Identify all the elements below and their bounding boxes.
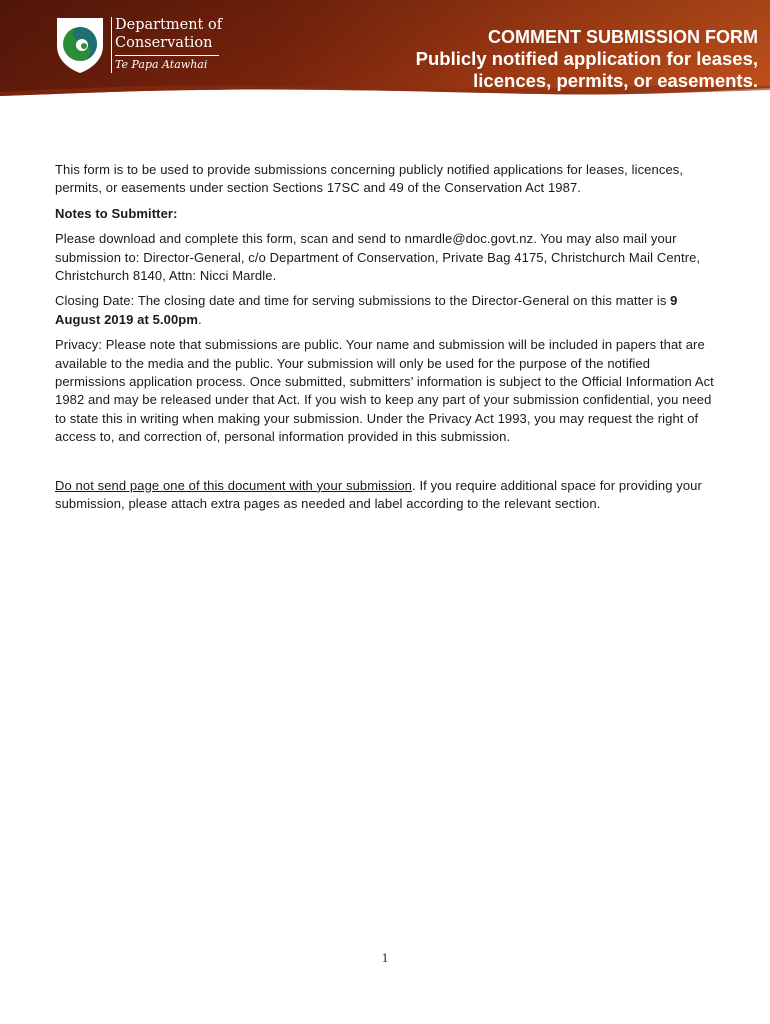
- closing-date-text: Closing Date: The closing date and time for serving submissions to the Director-General on this matter is: [55, 293, 671, 309]
- page-number: 1: [381, 950, 389, 965]
- closing-date-value: 9 August 2019 at 5.00pm: [55, 293, 678, 327]
- form-instructions: [55, 161, 720, 521]
- form-subtitle-line1: Publicly notified application for leases,: [415, 48, 758, 69]
- logo-line-conservation: Conservation: [115, 35, 213, 51]
- do-not-send-notice: Do not send page one of this document with your submission: [55, 477, 413, 493]
- privacy-paragraph: Privacy: Please note that submissions are public. Your name and submission will be included in papers that are available to the media and the public. Your submission will only be used for the purpose of the notified permissions application process. Once submitted, submitters’ information is subject to the Official Information Act 1982 and may be released under that Act. If you wish to keep any part of your submission confidential, you need to state this in writing when making your submission. Under the Privacy Act 1993, you may request the right of access to, and correction of, personal information provided in this submission.: [55, 337, 714, 445]
- form-title-main: COMMENT SUBMISSION FORM: [488, 27, 758, 47]
- logo-wordmark: [111, 17, 223, 73]
- header-banner: [0, 0, 770, 100]
- submission-note-paragraph: [55, 477, 720, 514]
- additional-space-text: . If you require additional space for providing your submission, please attach extra pages as needed and label according to the relevant section.: [55, 477, 702, 512]
- form-subtitle-line2: licences, permits, or easements.: [473, 70, 758, 91]
- notes-heading: Notes to Submitter:: [55, 205, 178, 221]
- closing-date-end: .: [198, 311, 202, 327]
- doc-logo: [55, 16, 223, 74]
- closing-date-paragraph: [55, 292, 720, 329]
- logo-line-maori-name: Te Papa Atawhai: [115, 55, 219, 73]
- download-paragraph: Please download and complete this form, scan and send to nmardle@doc.govt.nz. You may also mail your submission to: Director-General, c/o Department of Conservation, Private Bag 4175, Christchurch Mail Centre, Christchurch 8140, Attn: Nicci Mardle.: [55, 231, 701, 284]
- intro-paragraph: This form is to be used to provide submissions concerning publicly notified applications for leases, licences, permits, or easements under section Sections 17SC and 49 of the Conservation Act 1987.: [55, 162, 684, 196]
- form-title: [416, 26, 758, 92]
- logo-line-department: Department of: [115, 17, 223, 33]
- doc-shield-icon: [55, 16, 105, 74]
